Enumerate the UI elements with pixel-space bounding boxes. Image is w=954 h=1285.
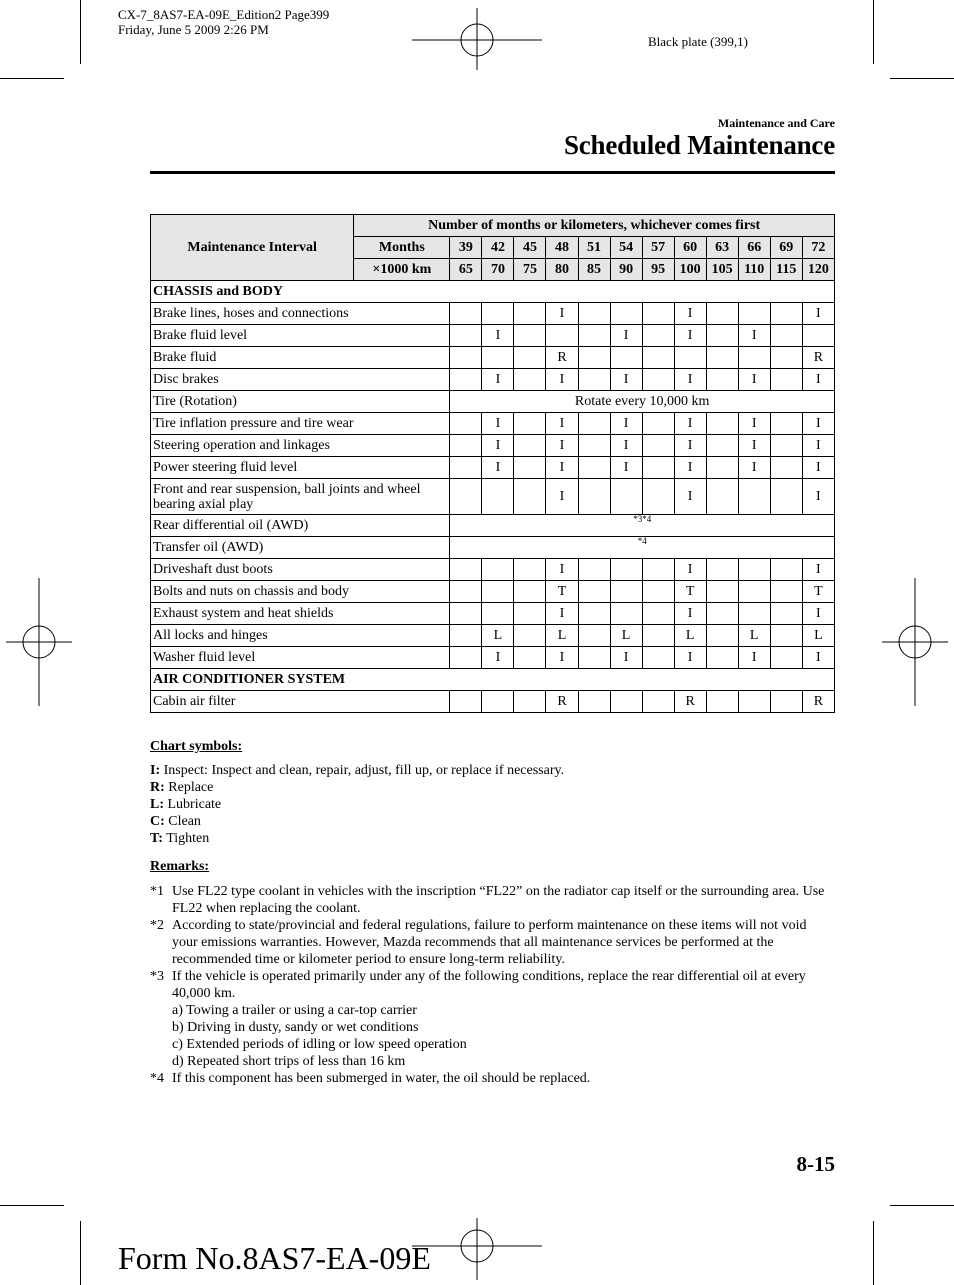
service-cell <box>578 413 610 435</box>
service-cell <box>578 691 610 713</box>
table-row <box>151 303 835 325</box>
interval-note: *4 <box>450 537 835 559</box>
service-cell: I <box>802 435 834 457</box>
symbol-key: C: <box>150 814 165 829</box>
service-cell: I <box>546 369 578 391</box>
service-cell: I <box>674 303 706 325</box>
service-cell: T <box>674 581 706 603</box>
symbol-item <box>150 762 835 779</box>
item-label: Front and rear suspension, ball joints and wheel bearing axial play <box>151 479 450 515</box>
crop-mark <box>890 1205 954 1206</box>
service-cell <box>514 413 546 435</box>
km-header: 110 <box>738 259 770 281</box>
service-cell <box>642 603 674 625</box>
service-cell <box>706 457 738 479</box>
remark-number: *2 <box>150 918 164 933</box>
registration-mark-bottom-icon <box>412 1218 542 1280</box>
print-file-info <box>118 7 329 37</box>
service-cell <box>514 303 546 325</box>
service-cell <box>514 559 546 581</box>
table-row <box>151 325 835 347</box>
service-cell <box>578 479 610 515</box>
table-row <box>151 647 835 669</box>
month-header: 69 <box>770 237 802 259</box>
service-cell: I <box>610 413 642 435</box>
service-cell: I <box>546 303 578 325</box>
month-header: 63 <box>706 237 738 259</box>
service-cell <box>450 625 482 647</box>
item-label: Driveshaft dust boots <box>151 559 450 581</box>
remark-3-sublist <box>172 1002 835 1070</box>
month-header: 72 <box>802 237 834 259</box>
item-label: Rear differential oil (AWD) <box>151 515 450 537</box>
km-header: 115 <box>770 259 802 281</box>
km-header: 120 <box>802 259 834 281</box>
service-cell <box>738 603 770 625</box>
item-label: Exhaust system and heat shields <box>151 603 450 625</box>
service-cell: I <box>674 479 706 515</box>
item-label: Tire (Rotation) <box>151 391 450 413</box>
service-cell <box>770 625 802 647</box>
service-cell <box>738 479 770 515</box>
km-header: 75 <box>514 259 546 281</box>
table-row <box>151 625 835 647</box>
service-cell <box>610 559 642 581</box>
service-cell <box>578 435 610 457</box>
service-cell <box>514 691 546 713</box>
page-number: 8-15 <box>796 1152 835 1176</box>
symbol-item <box>150 813 835 830</box>
service-cell: I <box>546 603 578 625</box>
service-cell <box>610 347 642 369</box>
service-cell <box>450 303 482 325</box>
list-item: d) Repeated short trips of less than 16 km <box>172 1054 406 1069</box>
service-cell <box>610 303 642 325</box>
service-cell <box>642 413 674 435</box>
service-cell: I <box>482 647 514 669</box>
service-cell <box>642 647 674 669</box>
service-cell <box>706 435 738 457</box>
month-header: 54 <box>610 237 642 259</box>
remarks-title: Remarks: <box>150 859 210 874</box>
service-cell <box>482 303 514 325</box>
item-label: Washer fluid level <box>151 647 450 669</box>
table-row <box>151 457 835 479</box>
service-cell: I <box>738 369 770 391</box>
service-cell <box>514 325 546 347</box>
service-cell: I <box>546 559 578 581</box>
service-cell <box>770 347 802 369</box>
crop-mark <box>80 1221 81 1285</box>
symbol-text: Replace <box>164 780 214 795</box>
symbol-text: Tighten <box>162 831 210 846</box>
interval-note: Rotate every 10,000 km <box>450 391 835 413</box>
service-cell <box>610 581 642 603</box>
service-cell <box>770 479 802 515</box>
service-cell: L <box>674 625 706 647</box>
service-cell: I <box>482 457 514 479</box>
item-label: Tire inflation pressure and tire wear <box>151 413 450 435</box>
service-cell: L <box>546 625 578 647</box>
service-cell: I <box>546 457 578 479</box>
service-cell <box>546 325 578 347</box>
symbol-item <box>150 796 835 813</box>
remark-number: *1 <box>150 884 164 899</box>
service-cell: I <box>802 369 834 391</box>
section-air-conditioner: AIR CONDITIONER SYSTEM <box>151 669 835 691</box>
service-cell: L <box>738 625 770 647</box>
form-number: Form No.8AS7-EA-09E <box>118 1240 431 1276</box>
service-cell <box>770 603 802 625</box>
crop-mark <box>890 78 954 79</box>
registration-mark-left-icon <box>6 578 72 706</box>
remark-4 <box>150 1070 835 1087</box>
service-cell <box>514 479 546 515</box>
service-cell <box>642 435 674 457</box>
service-cell <box>450 413 482 435</box>
month-header: 39 <box>450 237 482 259</box>
service-cell: L <box>610 625 642 647</box>
service-cell <box>514 581 546 603</box>
service-cell <box>706 691 738 713</box>
service-cell <box>706 479 738 515</box>
page-title: Scheduled Maintenance <box>563 130 835 160</box>
service-cell <box>482 603 514 625</box>
service-cell <box>450 369 482 391</box>
service-cell <box>706 325 738 347</box>
registration-mark-right-icon <box>882 578 948 706</box>
table-row <box>151 391 835 413</box>
service-cell <box>738 347 770 369</box>
service-cell <box>738 559 770 581</box>
service-cell: I <box>674 435 706 457</box>
table-row <box>151 581 835 603</box>
service-cell: I <box>674 559 706 581</box>
service-cell <box>578 647 610 669</box>
symbol-item <box>150 830 835 847</box>
symbol-key: T: <box>150 831 163 846</box>
service-cell: I <box>802 413 834 435</box>
service-cell: R <box>546 347 578 369</box>
service-cell <box>450 435 482 457</box>
service-cell <box>770 325 802 347</box>
service-cell <box>578 325 610 347</box>
service-cell <box>642 369 674 391</box>
service-cell: I <box>674 603 706 625</box>
service-cell <box>610 691 642 713</box>
service-cell: L <box>482 625 514 647</box>
service-cell <box>578 303 610 325</box>
service-cell <box>770 581 802 603</box>
service-cell <box>514 435 546 457</box>
service-cell <box>770 435 802 457</box>
service-cell: L <box>802 625 834 647</box>
item-label: Power steering fluid level <box>151 457 450 479</box>
service-cell: I <box>610 457 642 479</box>
crop-mark <box>873 1221 874 1285</box>
service-cell: I <box>610 369 642 391</box>
span-header: Number of months or kilometers, whichever comes first <box>354 215 835 237</box>
plate-label: Black plate (399,1) <box>648 34 748 49</box>
service-cell <box>450 457 482 479</box>
symbol-text: Inspect: Inspect and clean, repair, adjust, fill up, or replace if necessary. <box>160 763 565 778</box>
service-cell <box>706 581 738 603</box>
service-cell: I <box>610 647 642 669</box>
table-row <box>151 369 835 391</box>
item-label: All locks and hinges <box>151 625 450 647</box>
service-cell <box>738 691 770 713</box>
remark-text: Use FL22 type coolant in vehicles with the inscription “FL22” on the radiator cap itself or the surrounding area. Use FL22 when replacing the coolant. <box>172 884 825 916</box>
service-cell <box>578 625 610 647</box>
service-cell <box>770 457 802 479</box>
service-cell <box>482 559 514 581</box>
symbols-list <box>150 762 835 847</box>
symbol-key: L: <box>150 797 164 812</box>
table-row <box>151 435 835 457</box>
month-header: 60 <box>674 237 706 259</box>
service-cell <box>802 325 834 347</box>
item-label: Steering operation and linkages <box>151 435 450 457</box>
service-cell <box>514 347 546 369</box>
service-cell <box>770 691 802 713</box>
month-header: 45 <box>514 237 546 259</box>
list-item: b) Driving in dusty, sandy or wet conditions <box>172 1020 419 1035</box>
service-cell <box>450 479 482 515</box>
service-cell <box>514 625 546 647</box>
service-cell <box>674 347 706 369</box>
service-cell <box>642 581 674 603</box>
service-cell <box>578 581 610 603</box>
service-cell: I <box>674 369 706 391</box>
table-row <box>151 479 835 515</box>
item-label: Brake fluid <box>151 347 450 369</box>
service-cell <box>482 347 514 369</box>
registration-mark-top-icon <box>412 8 542 70</box>
service-cell <box>642 559 674 581</box>
service-cell: I <box>674 647 706 669</box>
service-cell <box>450 603 482 625</box>
service-cell <box>706 369 738 391</box>
service-cell <box>642 691 674 713</box>
service-cell <box>450 347 482 369</box>
service-cell: I <box>610 325 642 347</box>
table-row <box>151 515 835 537</box>
interval-header: Maintenance Interval <box>151 215 354 281</box>
table-row <box>151 537 835 559</box>
month-header: 66 <box>738 237 770 259</box>
service-cell <box>738 303 770 325</box>
list-item: a) Towing a trailer or using a car-top carrier <box>172 1003 417 1018</box>
service-cell <box>610 479 642 515</box>
service-cell: I <box>546 479 578 515</box>
remark-number: *4 <box>150 1071 164 1086</box>
service-cell <box>642 347 674 369</box>
service-cell <box>514 647 546 669</box>
service-cell <box>706 413 738 435</box>
service-cell <box>514 457 546 479</box>
item-label: Transfer oil (AWD) <box>151 537 450 559</box>
chart-symbols <box>150 738 835 847</box>
service-cell: I <box>482 435 514 457</box>
crop-mark <box>873 0 874 64</box>
service-cell: I <box>674 457 706 479</box>
service-cell <box>450 559 482 581</box>
remark-text: If the vehicle is operated primarily under any of the following conditions, replace the rear differential oil at every 40,000 km. <box>172 969 806 1001</box>
km-header: 105 <box>706 259 738 281</box>
month-header: 42 <box>482 237 514 259</box>
service-cell <box>770 413 802 435</box>
remark-2 <box>150 917 835 968</box>
km-header: 90 <box>610 259 642 281</box>
crop-mark <box>0 78 64 79</box>
service-cell: I <box>546 413 578 435</box>
interval-note: *3*4 <box>450 515 835 537</box>
service-cell: I <box>610 435 642 457</box>
service-cell <box>578 369 610 391</box>
service-cell: R <box>802 347 834 369</box>
service-cell: I <box>802 303 834 325</box>
month-header: 51 <box>578 237 610 259</box>
service-cell: R <box>802 691 834 713</box>
service-cell: I <box>482 369 514 391</box>
service-cell: R <box>546 691 578 713</box>
service-cell: I <box>546 647 578 669</box>
month-header: 48 <box>546 237 578 259</box>
service-cell: I <box>738 647 770 669</box>
service-cell <box>706 625 738 647</box>
service-cell: I <box>802 603 834 625</box>
crop-mark <box>80 0 81 64</box>
table-row <box>151 347 835 369</box>
table-row <box>151 413 835 435</box>
symbol-item <box>150 779 835 796</box>
km-header: 100 <box>674 259 706 281</box>
months-label: Months <box>354 237 450 259</box>
title-rule <box>150 171 835 174</box>
service-cell <box>578 457 610 479</box>
service-cell <box>642 325 674 347</box>
table-row <box>151 691 835 713</box>
remark-text: According to state/provincial and federal regulations, failure to perform maintenance on these items will not void your emissions warranties. However, Mazda recommends that all maintenance services be performed at the recommended time or kilometer period to ensure long-term reliability. <box>172 918 807 967</box>
service-cell <box>578 559 610 581</box>
service-cell: I <box>738 457 770 479</box>
service-cell <box>642 625 674 647</box>
km-header: 85 <box>578 259 610 281</box>
service-cell <box>770 369 802 391</box>
chart-symbols-title: Chart symbols: <box>150 739 243 754</box>
service-cell: I <box>802 647 834 669</box>
item-label: Disc brakes <box>151 369 450 391</box>
service-cell <box>514 603 546 625</box>
print-timestamp: Friday, June 5 2009 2:26 PM <box>118 22 269 37</box>
service-cell <box>578 603 610 625</box>
service-cell <box>482 581 514 603</box>
service-cell <box>706 559 738 581</box>
service-cell <box>706 603 738 625</box>
item-label: Brake lines, hoses and connections <box>151 303 450 325</box>
service-cell: I <box>482 413 514 435</box>
maintenance-table <box>150 214 835 713</box>
service-cell <box>450 647 482 669</box>
print-file-name: CX-7_8AS7-EA-09E_Edition2 Page399 <box>118 7 330 22</box>
list-item: c) Extended periods of idling or low speed operation <box>172 1037 467 1052</box>
service-cell <box>642 479 674 515</box>
service-cell <box>482 479 514 515</box>
service-cell: I <box>738 435 770 457</box>
remark-3 <box>150 968 835 1070</box>
table-row <box>151 559 835 581</box>
item-label: Bolts and nuts on chassis and body <box>151 581 450 603</box>
service-cell: I <box>482 325 514 347</box>
service-cell <box>450 325 482 347</box>
service-cell <box>738 581 770 603</box>
remark-number: *3 <box>150 969 164 984</box>
service-cell: T <box>546 581 578 603</box>
section-chassis-body: CHASSIS and BODY <box>151 281 835 303</box>
section-tag: Maintenance and Care <box>717 116 835 130</box>
service-cell <box>450 691 482 713</box>
service-cell: R <box>674 691 706 713</box>
km-header: 95 <box>642 259 674 281</box>
service-cell <box>482 691 514 713</box>
service-cell <box>514 369 546 391</box>
item-label: Brake fluid level <box>151 325 450 347</box>
service-cell <box>706 303 738 325</box>
crop-mark <box>0 1205 64 1206</box>
service-cell: I <box>802 479 834 515</box>
km-header: 65 <box>450 259 482 281</box>
symbol-text: Clean <box>164 814 201 829</box>
service-cell: I <box>802 559 834 581</box>
service-cell <box>450 581 482 603</box>
remark-text: If this component has been submerged in water, the oil should be replaced. <box>172 1071 591 1086</box>
service-cell: I <box>802 457 834 479</box>
service-cell: T <box>802 581 834 603</box>
service-cell: I <box>738 413 770 435</box>
item-label: Cabin air filter <box>151 691 450 713</box>
km-header: 80 <box>546 259 578 281</box>
month-header: 57 <box>642 237 674 259</box>
table-row <box>151 603 835 625</box>
service-cell <box>642 303 674 325</box>
symbol-text: Lubricate <box>164 797 222 812</box>
service-cell: I <box>738 325 770 347</box>
km-header: 70 <box>482 259 514 281</box>
service-cell: I <box>674 413 706 435</box>
service-cell <box>706 347 738 369</box>
service-cell <box>706 647 738 669</box>
symbol-key: I: <box>150 763 161 778</box>
service-cell <box>770 303 802 325</box>
service-cell <box>610 603 642 625</box>
symbol-key: R: <box>150 780 165 795</box>
service-cell <box>578 347 610 369</box>
service-cell <box>642 457 674 479</box>
km-label: ×1000 km <box>354 259 450 281</box>
service-cell: I <box>546 435 578 457</box>
remarks <box>150 858 835 1087</box>
service-cell <box>770 559 802 581</box>
service-cell <box>770 647 802 669</box>
remark-1 <box>150 883 835 917</box>
service-cell: I <box>674 325 706 347</box>
